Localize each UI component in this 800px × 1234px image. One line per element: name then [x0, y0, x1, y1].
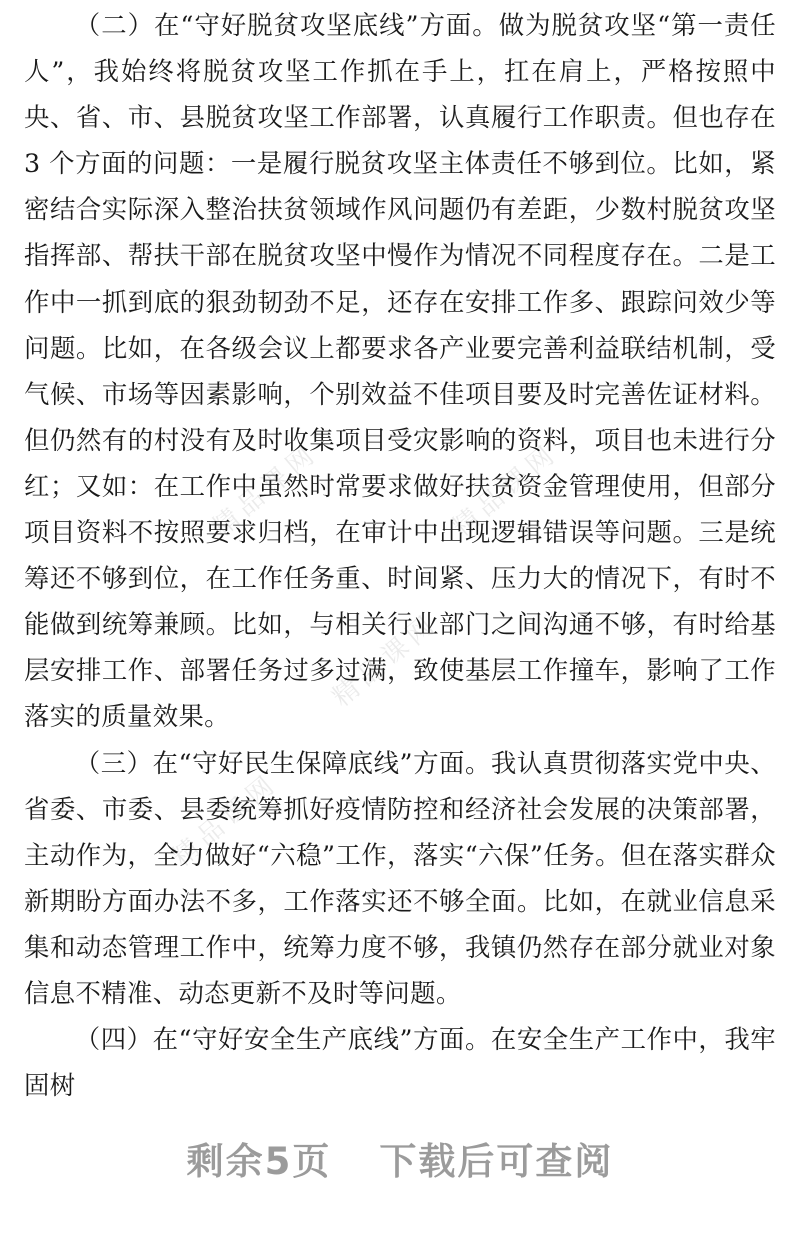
- paragraph-section-two: （二）在“守好脱贫攻坚底线”方面。做为脱贫攻坚“第一责任人”，我始终将脱贫攻坚工作抓在手上，扛在肩上，严格按照中央、省、市、县脱贫攻坚工作部署，认真履行工作职责。但也存在 3 个方面的问题：一是履行脱贫攻坚主体责任不够到位。比如，紧密结合实际深入整治扶贫领域作风问题仍有差距，少数村脱贫攻坚指挥部、帮扶干部在脱贫攻坚中慢作为情况不同程度存在。二是工作中一抓到底的狠劲韧劲不足，还存在安排工作多、跟踪问效少等问题。比如，在各级会议上都要求各产业要完善利益联结机制，受气候、市场等因素影响，个别效益不佳项目要及时完善佐证材料。但仍然有的村没有及时收集项目受灾影响的资料，项目也未进行分红；又如：在工作中虽然时常要求做好扶贫资金管理使用，但部分项目资料不按照要求归档，在审计中出现逻辑错误等问题。三是统筹还不够到位，在工作任务重、时间紧、压力大的情况下，有时不能做到统筹兼顾。比如，与相关行业部门之间沟通不够，有时给基层安排工作、部署任务过多过满，致使基层工作撞车，影响了工作落实的质量效果。: [24, 10, 776, 732]
- remaining-pages-label[interactable]: 剩余5页: [186, 1140, 332, 1183]
- paragraph-section-three: （三）在“守好民生保障底线”方面。我认真贯彻落实党中央、省委、市委、县委统筹抓好疫情防控和经济社会发展的决策部署，主动作为，全力做好“六稳”工作，落实“六保”任务。但在落实群众新期盼方面办法不多，工作落实还不够全面。比如，在就业信息采集和动态管理工作中，统筹力度不够，我镇仍然存在部分就业对象信息不精准、动态更新不及时等问题。: [24, 747, 776, 1008]
- download-prompt-bar[interactable]: [0, 1118, 800, 1198]
- watermark: 精品课网: [206, 437, 325, 544]
- download-hint-label[interactable]: 下载后可查阅: [379, 1140, 614, 1183]
- watermark: 精品课网: [326, 607, 445, 714]
- watermark: 精品课网: [446, 437, 565, 544]
- paragraph-section-four: （四）在“守好安全生产底线”方面。在安全生产工作中，我牢固树: [24, 1024, 776, 1101]
- watermark: 精品课网: [166, 767, 285, 874]
- document-body: [24, 2, 776, 1108]
